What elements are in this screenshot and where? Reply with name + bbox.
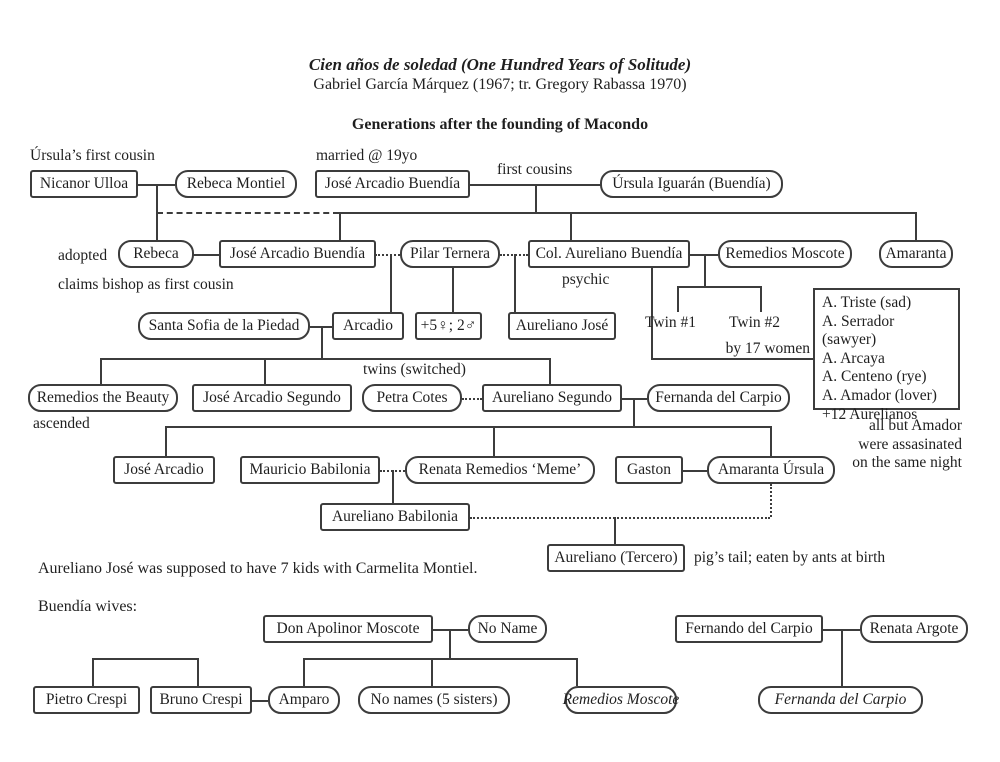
note-by-17-women: by 17 women (725, 340, 810, 357)
node-pilar-ternera: Pilar Ternera (400, 240, 500, 268)
node-remedios-moscote: Remedios Moscote (718, 240, 852, 268)
node-pietro-crespi: Pietro Crespi (33, 686, 140, 714)
connector-line (770, 426, 772, 456)
note-claims-bishop: claims bishop as first cousin (58, 276, 234, 293)
connector-line (704, 254, 706, 286)
connector-line (614, 517, 616, 544)
note-carmelita: Aureliano José was supposed to have 7 kids with Carmelita Montiel. (38, 560, 478, 577)
connector-line (197, 658, 199, 686)
note-assassinated-line3: on the same night (852, 454, 962, 471)
incest-dotted-line (770, 484, 772, 517)
connector-line (633, 398, 635, 426)
node-jose-arcadio-segundo: José Arcadio Segundo (192, 384, 352, 412)
note-assassinated-line1: all but Amador (869, 417, 962, 434)
node-don-apolinor-moscote: Don Apolinor Moscote (263, 615, 433, 643)
node-jose-arcadio-buendia-jr: José Arcadio Buendía (219, 240, 376, 268)
node-mauricio-babilonia: Mauricio Babilonia (240, 456, 380, 484)
connector-line (252, 700, 268, 702)
node-renata-argote: Renata Argote (860, 615, 968, 643)
connector-line (677, 286, 762, 288)
note-married-19: married @ 19yo (316, 147, 418, 164)
connector-line (760, 286, 762, 312)
connector-line (431, 658, 433, 686)
connector-line (193, 254, 220, 256)
node-pilar-children-count: +5♀; 2♂ (415, 312, 482, 340)
connector-line (841, 629, 843, 686)
connector-line (493, 426, 495, 456)
connector-line (303, 658, 577, 660)
node-aureliano-segundo: Aureliano Segundo (482, 384, 622, 412)
connector-line (264, 358, 266, 384)
node-fernanda-del-carpio-ref: Fernanda del Carpio (758, 686, 923, 714)
node-no-names-5-sisters: No names (5 sisters) (358, 686, 510, 714)
node-amaranta-ursula: Amaranta Úrsula (707, 456, 835, 484)
node-jose-arcadio-buendia-sr: José Arcadio Buendía (315, 170, 470, 198)
note-first-cousins: first cousins (497, 161, 573, 178)
seventeen-son: A. Amador (lover) (822, 386, 937, 404)
node-rebeca: Rebeca (118, 240, 194, 268)
connector-line (339, 212, 917, 214)
connector-line (449, 629, 451, 658)
node-bruno-crespi: Bruno Crespi (150, 686, 252, 714)
list-seventeen-aurelianos (813, 288, 960, 423)
seventeen-son: A. Serrador (sawyer) (822, 312, 895, 349)
page-subtitle: Gabriel García Márquez (1967; tr. Gregory Rabassa 1970) (313, 76, 687, 93)
connector-line (549, 358, 551, 384)
note-twins-switched: twins (switched) (363, 361, 466, 378)
connector-line (915, 212, 917, 240)
node-twin-1: Twin #1 (645, 314, 697, 331)
node-arcadio: Arcadio (332, 312, 404, 340)
page-title: Cien años de soledad (One Hundred Years of Solitude) (308, 55, 692, 74)
node-gaston: Gaston (615, 456, 683, 484)
connector-line (303, 658, 305, 686)
node-amaranta: Amaranta (879, 240, 953, 268)
seventeen-son: A. Centeno (rye) (822, 368, 927, 386)
node-no-name: No Name (468, 615, 547, 643)
node-amparo: Amparo (268, 686, 340, 714)
connector-line (535, 184, 537, 212)
connector-line (570, 212, 572, 240)
note-ursula-cousin: Úrsula’s first cousin (30, 147, 155, 164)
node-fernando-del-carpio: Fernando del Carpio (675, 615, 823, 643)
connector-line (576, 658, 578, 686)
node-aureliano-tercero: Aureliano (Tercero) (547, 544, 685, 572)
node-rebeca-montiel: Rebeca Montiel (175, 170, 297, 198)
connector-line (92, 658, 94, 686)
node-petra-cotes: Petra Cotes (362, 384, 462, 412)
incest-dotted-line (470, 517, 770, 519)
node-aureliano-babilonia: Aureliano Babilonia (320, 503, 470, 531)
connector-line (321, 326, 323, 358)
note-psychic: psychic (562, 271, 610, 288)
connector-line (165, 426, 771, 428)
adoption-dashed-line (157, 212, 339, 214)
affair-dotted-line (375, 254, 400, 256)
connector-line (92, 658, 198, 660)
connector-line (683, 470, 707, 472)
note-adopted: adopted (58, 247, 108, 264)
connector-line (514, 254, 516, 312)
note-pigs-tail: pig’s tail; eaten by ants at birth (694, 549, 886, 566)
connector-line (100, 358, 550, 360)
connector-line (677, 286, 679, 312)
connector-line (452, 268, 454, 312)
node-aureliano-jose: Aureliano José (508, 312, 616, 340)
node-renata-remedios-meme: Renata Remedios ‘Meme’ (405, 456, 595, 484)
node-col-aureliano-buendia: Col. Aureliano Buendía (528, 240, 690, 268)
note-ascended: ascended (33, 415, 90, 432)
node-santa-sofia: Santa Sofia de la Piedad (138, 312, 310, 340)
node-fernanda-del-carpio: Fernanda del Carpio (647, 384, 790, 412)
seventeen-son: A. Triste (sad) (822, 294, 912, 311)
node-remedios-the-beauty: Remedios the Beauty (28, 384, 178, 412)
connector-line (390, 254, 392, 312)
node-ursula-iguaran: Úrsula Iguarán (Buendía) (600, 170, 783, 198)
seventeen-son: A. Arcaya (822, 349, 885, 367)
affair-dotted-line (462, 398, 482, 400)
connector-line (339, 212, 341, 240)
connector-line (392, 470, 394, 503)
seventeen-son: +12 Aurelianos (822, 405, 918, 423)
heading-buendia-wives: Buendía wives: (38, 598, 138, 615)
node-nicanor-ulloa: Nicanor Ulloa (30, 170, 138, 198)
note-assassinated-line2: were assasinated (858, 435, 962, 453)
node-twin-2: Twin #2 (729, 314, 781, 331)
node-remedios-moscote-ref: Remedios Moscote (565, 686, 677, 714)
connector-line (651, 268, 653, 358)
connector-line (165, 426, 167, 456)
section-heading: Generations after the founding of Macondo (351, 116, 649, 133)
connector-line (100, 358, 102, 384)
node-jose-arcadio-3: José Arcadio (113, 456, 215, 484)
